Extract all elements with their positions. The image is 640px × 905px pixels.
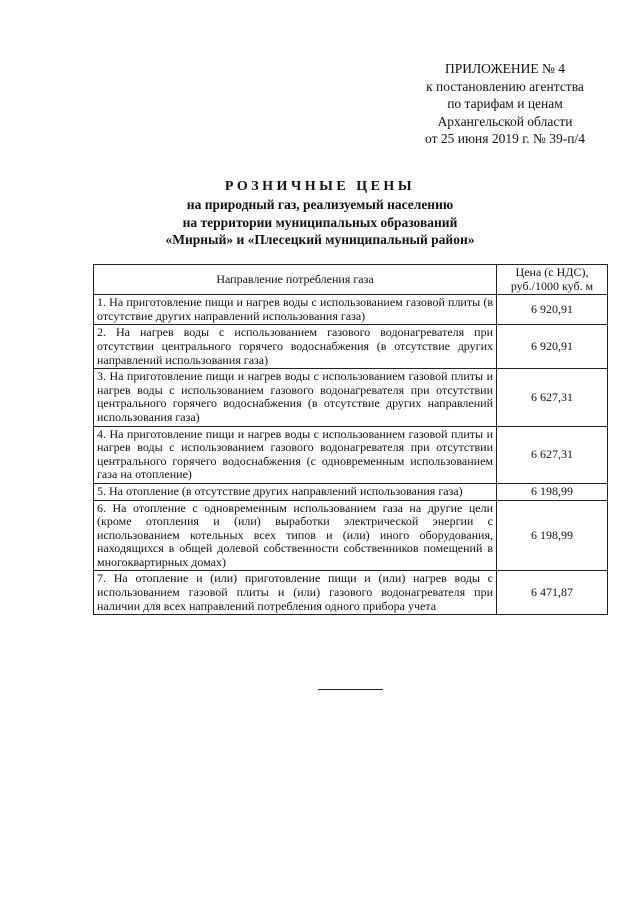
price-header-line: руб./1000 куб. м [510, 278, 594, 293]
row-description: 3. На приготовление пищи и нагрев воды с использованием газовой плиты и нагрев воды с использованием газового водонагревателя при отсутствии центрального горячего водоснабжения (в отсутствие других направлений использования газа) [94, 369, 497, 426]
appendix-number: ПРИЛОЖЕНИЕ № 4 [444, 61, 566, 76]
row-description: 4. На приготовление пищи и нагрев воды с использованием газовой плиты и нагрев воды с использованием газового водонагревателя при отсутствии центрального горячего водоснабжения (с одновременным использованием газа на отопление) [94, 426, 497, 483]
row-price: 6 920,91 [497, 325, 608, 369]
price-table [93, 264, 608, 615]
appendix-line: к постановлению агентства [426, 78, 584, 94]
document-title [110, 178, 530, 249]
title-subline: на природный газ, реализуемый населению [186, 197, 454, 212]
table-row [94, 295, 608, 325]
table-row [94, 369, 608, 426]
row-price: 6 627,31 [497, 426, 608, 483]
appendix-header [395, 60, 615, 148]
table-row [94, 426, 608, 483]
row-price: 6 471,87 [497, 571, 608, 615]
row-description: 1. На приготовление пищи и нагрев воды с использованием газовой плиты (в отсутствие других направлений использования газа) [94, 295, 497, 325]
row-price: 6 198,99 [497, 483, 608, 500]
appendix-line: по тарифам и ценам [447, 96, 563, 111]
table-row [94, 571, 608, 615]
row-description: 2. На нагрев воды с использованием газового водонагревателя при отсутствии центрального горячего водоснабжения (в отсутствие других направлений использования газа) [94, 325, 497, 369]
row-price: 6 198,99 [497, 500, 608, 571]
appendix-line: Архангельской области [437, 113, 573, 129]
row-description: 7. На отопление и (или) приготовление пищи и (или) нагрев воды с использованием газовой плиты и (или) газового водонагревателя при наличии для всех направлений потребления одного прибора учета [94, 571, 497, 615]
row-price: 6 920,91 [497, 295, 608, 325]
title-main: РОЗНИЧНЫЕ ЦЕНЫ [224, 179, 416, 194]
row-description: 5. На отопление (в отсутствие других направлений использования газа) [94, 483, 497, 500]
row-description: 6. На отопление с одновременным использованием газа на другие цели (кроме отопления и (или) выработки электрической энергии с использованием котельных всех типов и (или) иного оборудования, находящихся в общей долевой собственности собственников помещений в многоквартирных домах) [94, 500, 497, 571]
table-row [94, 325, 608, 369]
table-row [94, 500, 608, 571]
price-header-line: Цена (с НДС), [515, 265, 589, 279]
table-row [94, 483, 608, 500]
column-header-price [497, 265, 608, 295]
column-header-direction: Направление потребления газа [94, 265, 497, 295]
appendix-date: от 25 июня 2019 г. № 39-п/4 [425, 131, 585, 146]
row-price: 6 627,31 [497, 369, 608, 426]
table-header-row [94, 265, 608, 295]
closing-divider-line [318, 689, 383, 690]
title-subline: «Мирный» и «Плесецкий муниципальный район» [165, 232, 475, 247]
title-subline: на территории муниципальных образований [182, 214, 458, 230]
